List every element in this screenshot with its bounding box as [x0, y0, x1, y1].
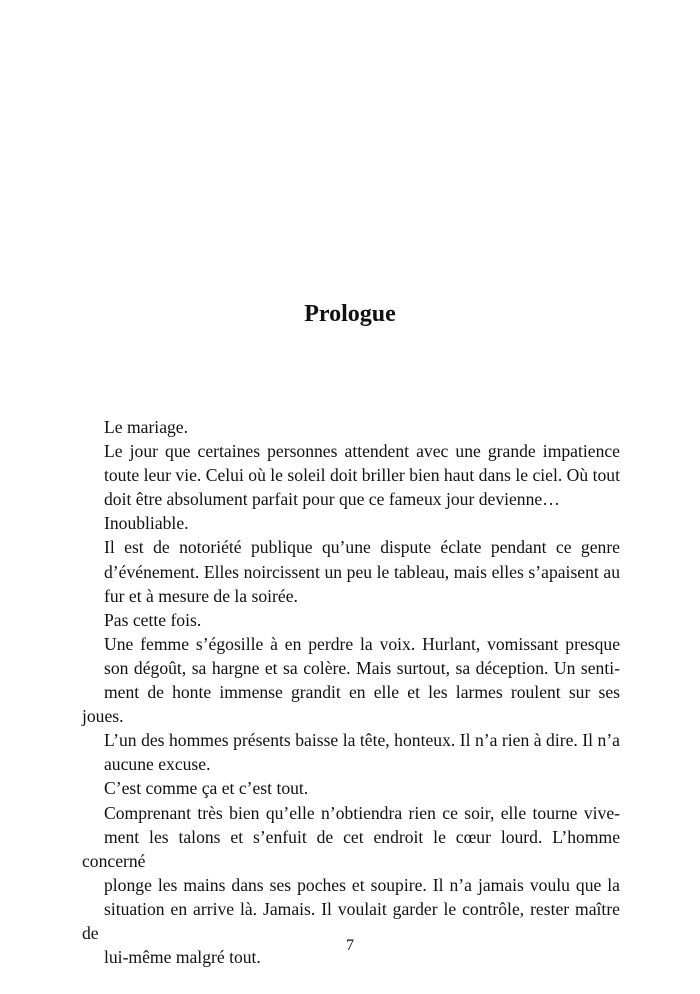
text-line: Pas cette fois. [104, 609, 202, 630]
text-line: Une femme s’égosille à en perdre la voix. Hurlant, vomissant presque [104, 633, 620, 654]
text-line: Comprenant très bien qu’elle n’obtiendra rien ce soir, elle tourne vive- [104, 802, 620, 823]
text-line: Le mariage. [104, 417, 189, 437]
text-line: toute leur vie. Celui où le soleil doit briller bien haut dans le ciel. Où tout [104, 465, 620, 486]
text-line: plonge les mains dans ses poches et soupire. Il n’a jamais voulu que la [104, 874, 620, 895]
chapter-body [82, 415, 620, 969]
paragraph-1 [82, 415, 620, 439]
text-line: doit être absolument parfait pour que ce fameux jour devienne… [104, 489, 560, 510]
text-line: ment de honte immense grandit en elle et les larmes roulent sur ses joues. [82, 682, 620, 727]
text-line: situation en arrive là. Jamais. Il voulait garder le contrôle, rester maître de [82, 898, 620, 943]
paragraph-5 [82, 608, 620, 632]
text-line: d’événement. Elles noircissent un peu le tableau, mais elles s’apaisent au [104, 561, 620, 582]
paragraph-2 [82, 439, 620, 511]
paragraph-7 [82, 776, 620, 800]
paragraph-6 [82, 632, 620, 777]
chapter-title: Prologue [304, 301, 396, 327]
text-line: Inoubliable. [104, 513, 189, 534]
text-line: ment les talons et s’enfuit de cet endroit le cœur lourd. L’homme concerné [82, 826, 620, 871]
text-line: aucune excuse. [104, 754, 211, 775]
paragraph-4 [82, 535, 620, 607]
page-number: 7 [346, 937, 354, 954]
text-line: L’un des hommes présents baisse la tête, honteux. Il n’a rien à dire. Il n’a [104, 730, 620, 751]
text-line: C’est comme ça et c’est tout. [104, 778, 309, 799]
text-line: son dégoût, sa hargne et sa colère. Mais surtout, sa déception. Un senti- [104, 657, 620, 678]
text-line: Le jour que certaines personnes attendent avec une grande impatience [104, 441, 620, 462]
paragraph-3 [82, 511, 620, 535]
text-line: fur et à mesure de la soirée. [104, 585, 298, 606]
text-line: lui-même malgré tout. [104, 947, 261, 968]
text-line: Il est de notoriété publique qu’une dispute éclate pendant ce genre [104, 537, 620, 558]
